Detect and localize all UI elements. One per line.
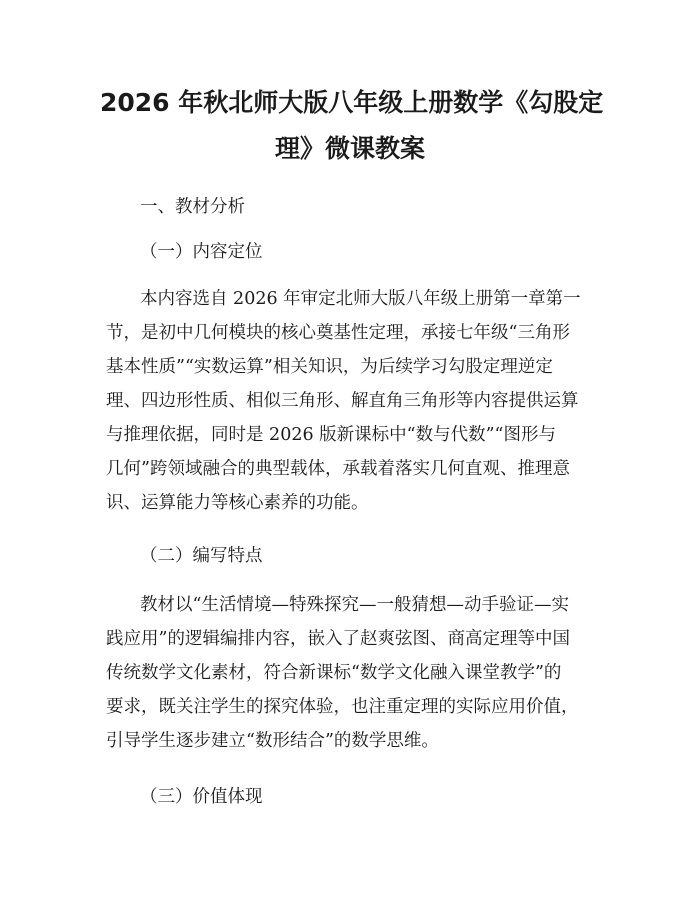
paragraph-line: 践应用”的逻辑编排内容，嵌入了赵爽弦图、商高定理等中国 — [106, 629, 570, 649]
subsection-heading-writing-features: （二）编写特点 — [140, 546, 263, 566]
paragraph-line: 节，是初中几何模块的核心奠基性定理，承接七年级“三角形 — [106, 323, 570, 343]
paragraph-line: 要求，既关注学生的探究体验，也注重定理的实际应用价值， — [106, 697, 579, 717]
subsection-heading-content-positioning: （一）内容定位 — [140, 242, 263, 262]
paragraph-line: 传统数学文化素材，符合新课标“数学文化融入课堂教学”的 — [106, 663, 562, 683]
document-title-line-1: 2026 年秋北师大版八年级上册数学《勾股定 — [100, 88, 604, 117]
paragraph-line: 引导学生逐步建立“数形结合”的数学思维。 — [106, 731, 439, 751]
paragraph-line: 本内容选自 2026 年审定北师大版八年级上册第一章第一 — [140, 289, 581, 309]
paragraph-line: 几何”跨领域融合的典型载体，承载着落实几何直观、推理意 — [106, 459, 570, 479]
paragraph-line: 与推理依据，同时是 2026 版新课标中“数与代数”“图形与 — [106, 425, 556, 445]
subsection-heading-value-embodiment: （三）价值体现 — [140, 787, 263, 807]
paragraph-line: 理、四边形性质、相似三角形、解直角三角形等内容提供运算 — [106, 391, 579, 411]
document-title-line-2: 理》微课教案 — [274, 134, 425, 163]
section-heading-teaching-material-analysis: 一、教材分析 — [140, 197, 245, 217]
paragraph-line: 教材以“生活情境—特殊探究—一般猜想—动手验证—实 — [140, 595, 569, 615]
paragraph-line: 识、运算能力等核心素养的功能。 — [106, 493, 369, 513]
paragraph-line: 基本性质”“实数运算”相关知识，为后续学习勾股定理逆定 — [106, 357, 553, 377]
